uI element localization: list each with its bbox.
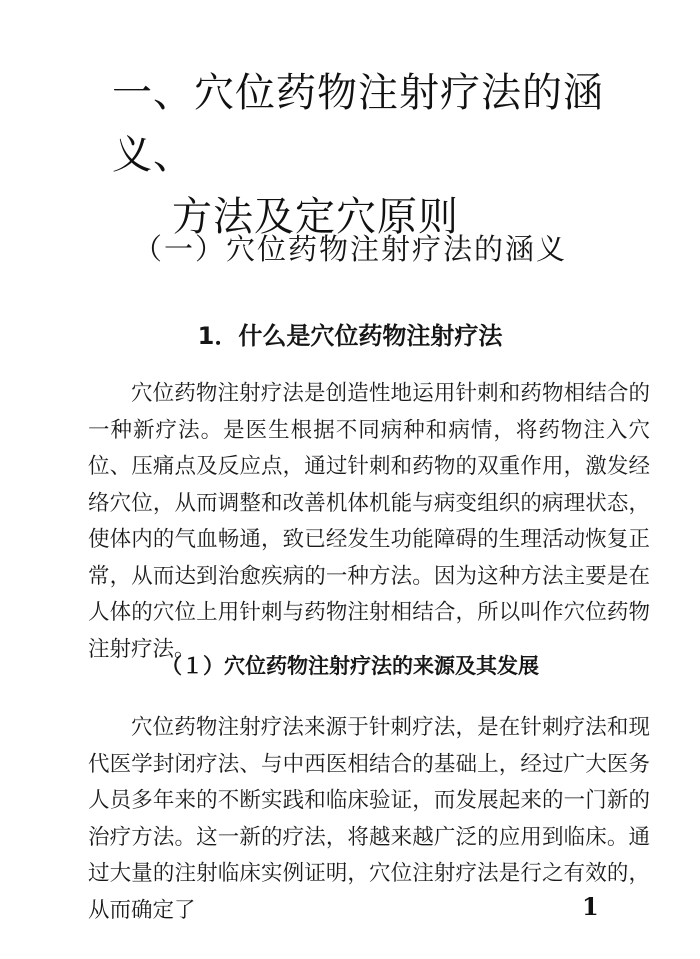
subsubsection-title: （１）穴位药物注射疗法的来源及其发展	[161, 654, 539, 678]
chapter-title-line-2: 方法及定穴原则	[172, 194, 459, 240]
chapter-title	[112, 62, 632, 248]
subsection-title: 1．什么是穴位药物注射疗法	[197, 322, 503, 350]
section-title: （一）穴位药物注射疗法的涵义	[132, 232, 567, 266]
paragraph-definition: 穴位药物注射疗法是创造性地运用针刺和药物相结合的一种新疗法。是医生根据不同病种和病情，将药物注入穴位、压痛点及反应点，通过针刺和药物的双重作用，激发经络穴位，从而调整和改善机体机能与病变组织的病理状态，使体内的气血畅通，致已经发生功能障碍的生理活动恢复正常，从而达到治愈疾病的一种方法。因为这种方法主要是在人体的穴位上用针刺与药物注射相结合，所以叫作穴位药物注射疗法。	[88, 381, 650, 662]
paragraph-origin: 穴位药物注射疗法来源于针刺疗法，是在针刺疗法和现代医学封闭疗法、与中西医相结合的基础上，经过广大医务人员多年来的不断实践和临床验证，而发展起来的一门新的治疗方法。这一新的疗法，将越来越广泛的应用到临床。通过大量的注射临床实例证明，穴位注射疗法是行之有效的，从而确定了	[88, 715, 650, 923]
chapter-title-line-1: 一、穴位药物注射疗法的涵义、	[112, 70, 604, 178]
page-number: 1	[582, 892, 599, 921]
